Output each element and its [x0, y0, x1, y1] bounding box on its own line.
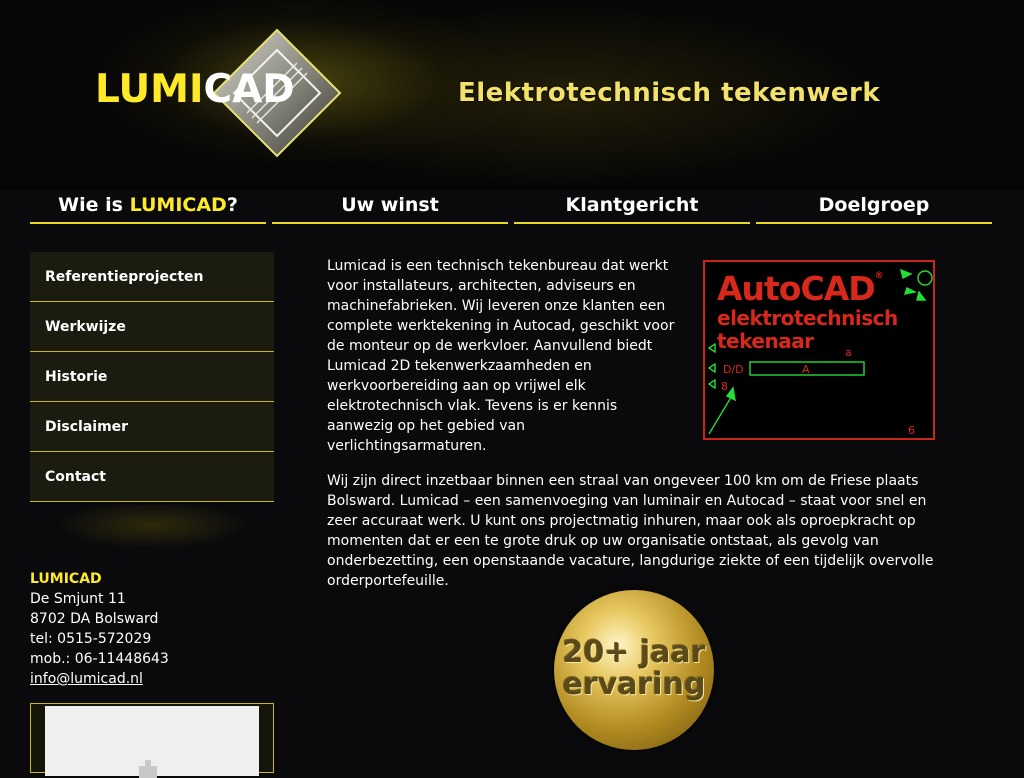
sidebar-image-box: [30, 703, 274, 773]
cad-mark-6: 6: [908, 424, 915, 437]
cad-mark-A: A: [802, 363, 810, 376]
autocad-subtitle-line2: tekenaar: [717, 329, 814, 353]
sidebar-item-referentieprojecten[interactable]: Referentieprojecten: [30, 252, 274, 302]
nav-label-post: ?: [226, 194, 238, 216]
address-street: De Smjunt 11: [30, 591, 126, 607]
autocad-title-text: AutoCAD: [717, 269, 875, 308]
autocad-banner: [703, 260, 935, 440]
site-tagline: Elektrotechnisch tekenwerk: [458, 78, 881, 108]
main-nav: [30, 192, 992, 222]
sidebar-menu: [30, 252, 274, 502]
contact-address: [30, 569, 274, 689]
intro-paragraph: Lumicad is een technisch tekenbureau dat werkt voor installateurs, architecten, adviseurs en machinefabrieken. Wij leveren onze klanten een complete werktekening in Autocad, geschikt voor de monteur op de werkvloer. Aanvullend biedt Lumicad 2D tekenwerkzaamheden en werkvoorbereiding aan op vrijwel elk elektrotechnisch vlak. Tevens is er kennis aanwezig op het gebied van verlichtingsarmaturen.: [327, 258, 675, 454]
cad-mark-8: 8: [721, 380, 728, 393]
sidebar-item-disclaimer[interactable]: Disclaimer: [30, 402, 274, 452]
autocad-subtitle-line1: elektrotechnisch: [717, 306, 898, 330]
site-header: [0, 0, 1024, 190]
cad-mark-a: a: [845, 346, 852, 359]
nav-item-uw-winst[interactable]: Uw winst: [272, 192, 508, 224]
lumicad-logo[interactable]: [95, 67, 295, 112]
logo-cad-text: CAD: [203, 67, 295, 112]
nav-item-doelgroep[interactable]: Doelgroep: [756, 192, 992, 224]
nav-item-klantgericht[interactable]: Klantgericht: [514, 192, 750, 224]
logo-lumi-text: LUMI: [95, 67, 204, 112]
sidebar-item-contact[interactable]: Contact: [30, 452, 274, 502]
sidebar-image-placeholder: [45, 706, 259, 776]
medal-line2: ervaring: [562, 667, 706, 702]
puzzle-piece-icon: [133, 758, 163, 778]
medal-line1: 20+ jaar: [562, 635, 706, 670]
availability-paragraph: Wij zijn direct inzetbaar binnen een straal van ongeveer 100 km om de Friese plaats Bolsward. Lumicad – een samenvoeging van luminair en Autocad – staat voor snel en zeer accuraat werk. U kunt ons projectmatig inhuren, maar ook als oproepkracht op momenten dat er een te grote druk op uw organisatie ontstaat, als gevolg van onderbezetting, een openstaande vacature, langdurige ziekte of een tijdelijk overvolle orderportefeuille.: [327, 473, 934, 589]
address-tel: tel: 0515-572029: [30, 631, 152, 647]
address-mob: mob.: 06-11448643: [30, 651, 169, 667]
address-company: LUMICAD: [30, 571, 102, 587]
address-city: 8702 DA Bolsward: [30, 611, 159, 627]
cad-mark-dd: D/D: [723, 363, 744, 376]
nav-item-wie-is-lumicad[interactable]: [30, 192, 266, 224]
autocad-registered-mark: ®: [874, 271, 883, 281]
cad-symbols-icon: [705, 262, 933, 438]
nav-label-highlight: LUMICAD: [129, 194, 227, 216]
sidebar-item-historie[interactable]: Historie: [30, 352, 274, 402]
sidebar-item-werkwijze[interactable]: Werkwijze: [30, 302, 274, 352]
nav-label-pre: Wie is: [58, 194, 130, 216]
experience-medal: [554, 590, 714, 750]
sidebar-glow: [30, 505, 274, 565]
address-email-link[interactable]: info@lumicad.nl: [30, 671, 143, 687]
